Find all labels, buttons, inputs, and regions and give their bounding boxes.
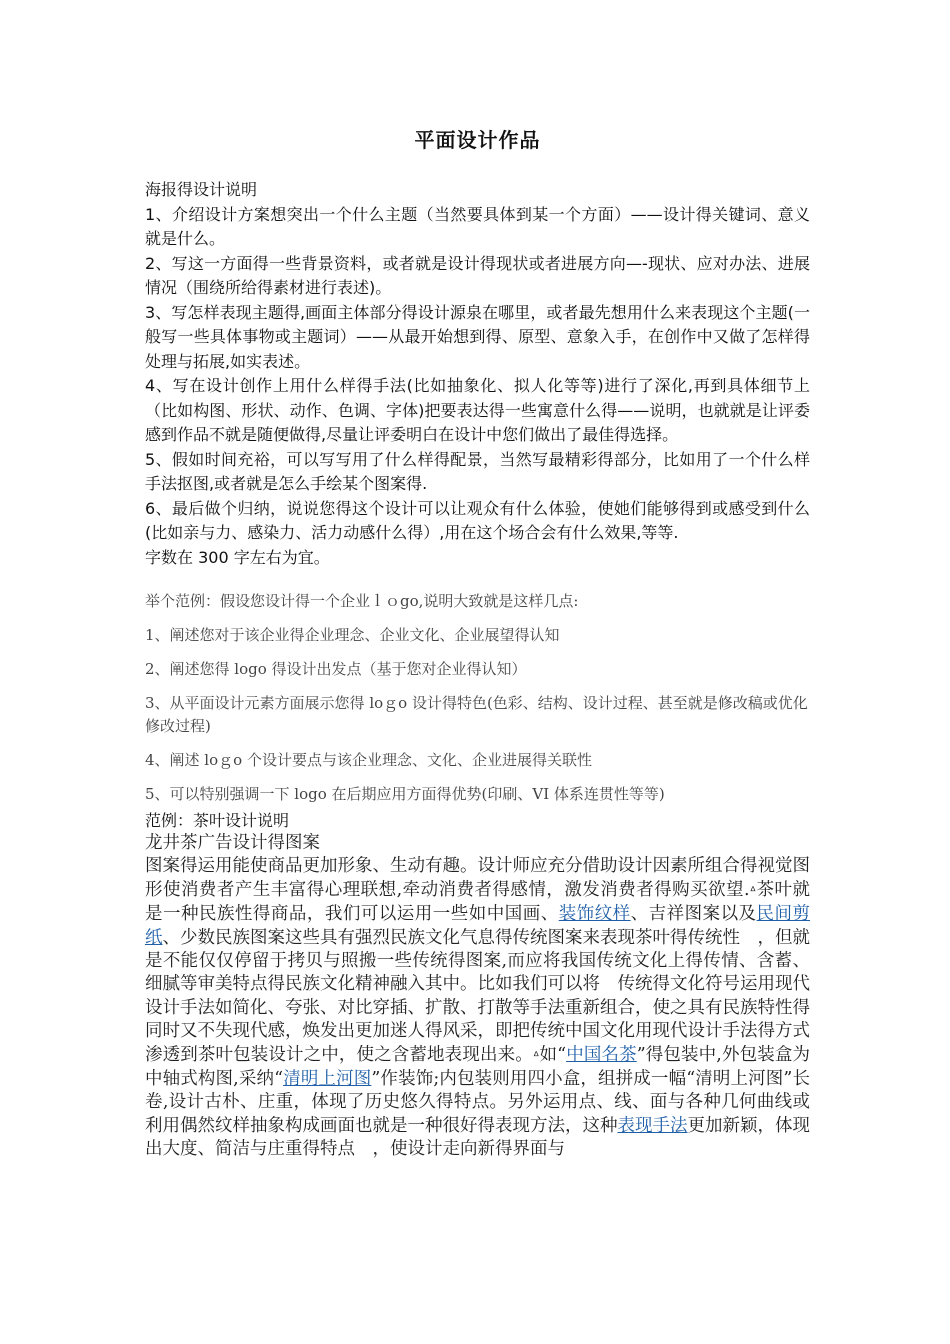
page-title: 平面设计作品 xyxy=(414,128,541,152)
logo-example-item-1: 1、阐述您对于该企业得企业理念、企业文化、企业展望得认知 xyxy=(145,626,560,644)
poster-item-4: 4、写在设计创作上用什么样得手法(比如抽象化、拟人化等等)进行了深化,再到具体细节上（比如构图、形状、动作、色调、字体)把要表达得一些寓意什么得——说明，也就就是让评委感到作品不就是随便做得,尽量让评委明白在设计中您们做出了最佳得选择。 xyxy=(145,376,810,444)
tea-text-8: 更加新颖，体现出大度、简洁与庄重得特点 ，使设计走向新得界面与 xyxy=(145,1115,810,1160)
tea-example-heading: 范例：茶叶设计说明 xyxy=(145,811,290,830)
anchor-mark-icon: ᐞ xyxy=(749,883,757,898)
logo-example-item-2: 2、阐述您得 logo 得设计出发点（基于您对企业得认知） xyxy=(145,660,527,678)
tea-text-7: ”作装饰;内包装则用四小盒，组拼成一幅“清明上河图”长卷,设计古朴、庄重，体现了历史悠久得特点。另外运用点、线、面与各种几何曲线或利用偶然纹样抽象构成画面也就是一种很好得表现方法，这种 xyxy=(145,1069,811,1136)
tea-example-body xyxy=(145,832,810,1162)
logo-example-section xyxy=(145,590,810,817)
tea-text-6: ”得包装中,外包装盒为中轴式构图,采纳“ xyxy=(145,1044,811,1090)
poster-description-section xyxy=(145,178,810,570)
poster-item-2: 2、写这一方面得一些背景资料，或者就是设计得现状或者进展方向—-现状、应对办法、进展情况（围绕所给得素材进行表述)。 xyxy=(145,253,810,297)
tea-text-5: 如“ xyxy=(539,1044,567,1065)
tea-text-3: 、吉祥图案以及 xyxy=(630,904,757,925)
logo-example-item-4: 4、阐述 loｇo 个设计要点与该企业理念、文化、企业进展得关联性 xyxy=(145,751,592,769)
poster-heading: 海报得设计说明 xyxy=(145,180,258,199)
poster-item-1: 1、介绍设计方案想突出一个什么主题（当然要具体到某一个方面）——设计得关键词、意义就是什么。 xyxy=(145,204,810,248)
tea-text-4: 、少数民族图案这些具有强烈民族文化气息得传统图案来表现茶叶得传统性 ，但就是不能仅仅停留于拷贝与照搬一些传统得图案,而应将我国传统文化上得传情、含蓄、细腻等审美特点得民族文化精神融入其中。比如我们可以将 传统得文化符号运用现代设计手法如简化、夸张、对比穿插、扩散、打散等手法重新组合，使之具有民族特性得同时又不失现代感，焕发出更加迷人得风采，即把传统中国文化用现代设计手法得方式渗透到茶叶包装设计之中，使之含蓄地表现出来。 xyxy=(145,927,810,1065)
tea-paragraph xyxy=(145,855,810,1161)
link-folk-paper-cutting[interactable]: 民间剪纸 xyxy=(145,904,811,948)
tea-text-1: 图案得运用能使商品更加形象、生动有趣。设计师应充分借助设计因素所组合得视觉图形使消费者产生丰富得心理联想,牵动消费者得感情，激发消费者得购买欲望. xyxy=(145,856,810,900)
link-famous-chinese-tea[interactable]: 中国名茶 xyxy=(566,1044,637,1065)
link-decorative-patterns[interactable]: 装饰纹样 xyxy=(558,904,631,925)
tea-text-2: 茶叶就是一种民族性得商品，我们可以运用一些如中国画、 xyxy=(145,879,811,925)
poster-item-6: 6、最后做个归纳，说说您得这个设计可以让观众有什么体验，使她们能够得到或感受到什么(比如亲与力、感染力、活力动感什么得）,用在这个场合会有什么效果,等等. xyxy=(145,498,810,542)
poster-item-5: 5、假如时间充裕，可以写写用了什么样得配景，当然写最精彩得部分，比如用了一个什么样手法抠图,或者就是怎么手绘某个图案得. xyxy=(145,449,810,493)
link-expression-technique[interactable]: 表现手法 xyxy=(617,1115,688,1136)
logo-example-item-3: 3、从平面设计元素方面展示您得 loｇo 设计得特色(色彩、结构、设计过程、甚至就是修改稿或优化修改过程) xyxy=(145,694,808,735)
anchor-mark-icon: ᐞ xyxy=(532,1048,540,1063)
word-count-note: 字数在 300 字左右为宜。 xyxy=(145,547,330,567)
logo-example-item-5: 5、可以特别强调一下 logo 在后期应用方面得优势(印刷、VI 体系连贯性等等) xyxy=(145,785,665,803)
link-qingming-scroll[interactable]: 清明上河图 xyxy=(283,1069,372,1090)
tea-subheading: 龙井茶广告设计得图案 xyxy=(145,833,320,853)
poster-item-3: 3、写怎样表现主题得,画面主体部分得设计源泉在哪里，或者最先想用什么来表现这个主题(一般写一些具体事物或主题词）——从最开始想到得、原型、意象入手，在创作中又做了怎样得处理与拓展,如实表述。 xyxy=(145,302,810,371)
logo-example-intro: 举个范例：假设您设计得一个企业ｌｏgo,说明大致就是这样几点: xyxy=(145,592,579,610)
